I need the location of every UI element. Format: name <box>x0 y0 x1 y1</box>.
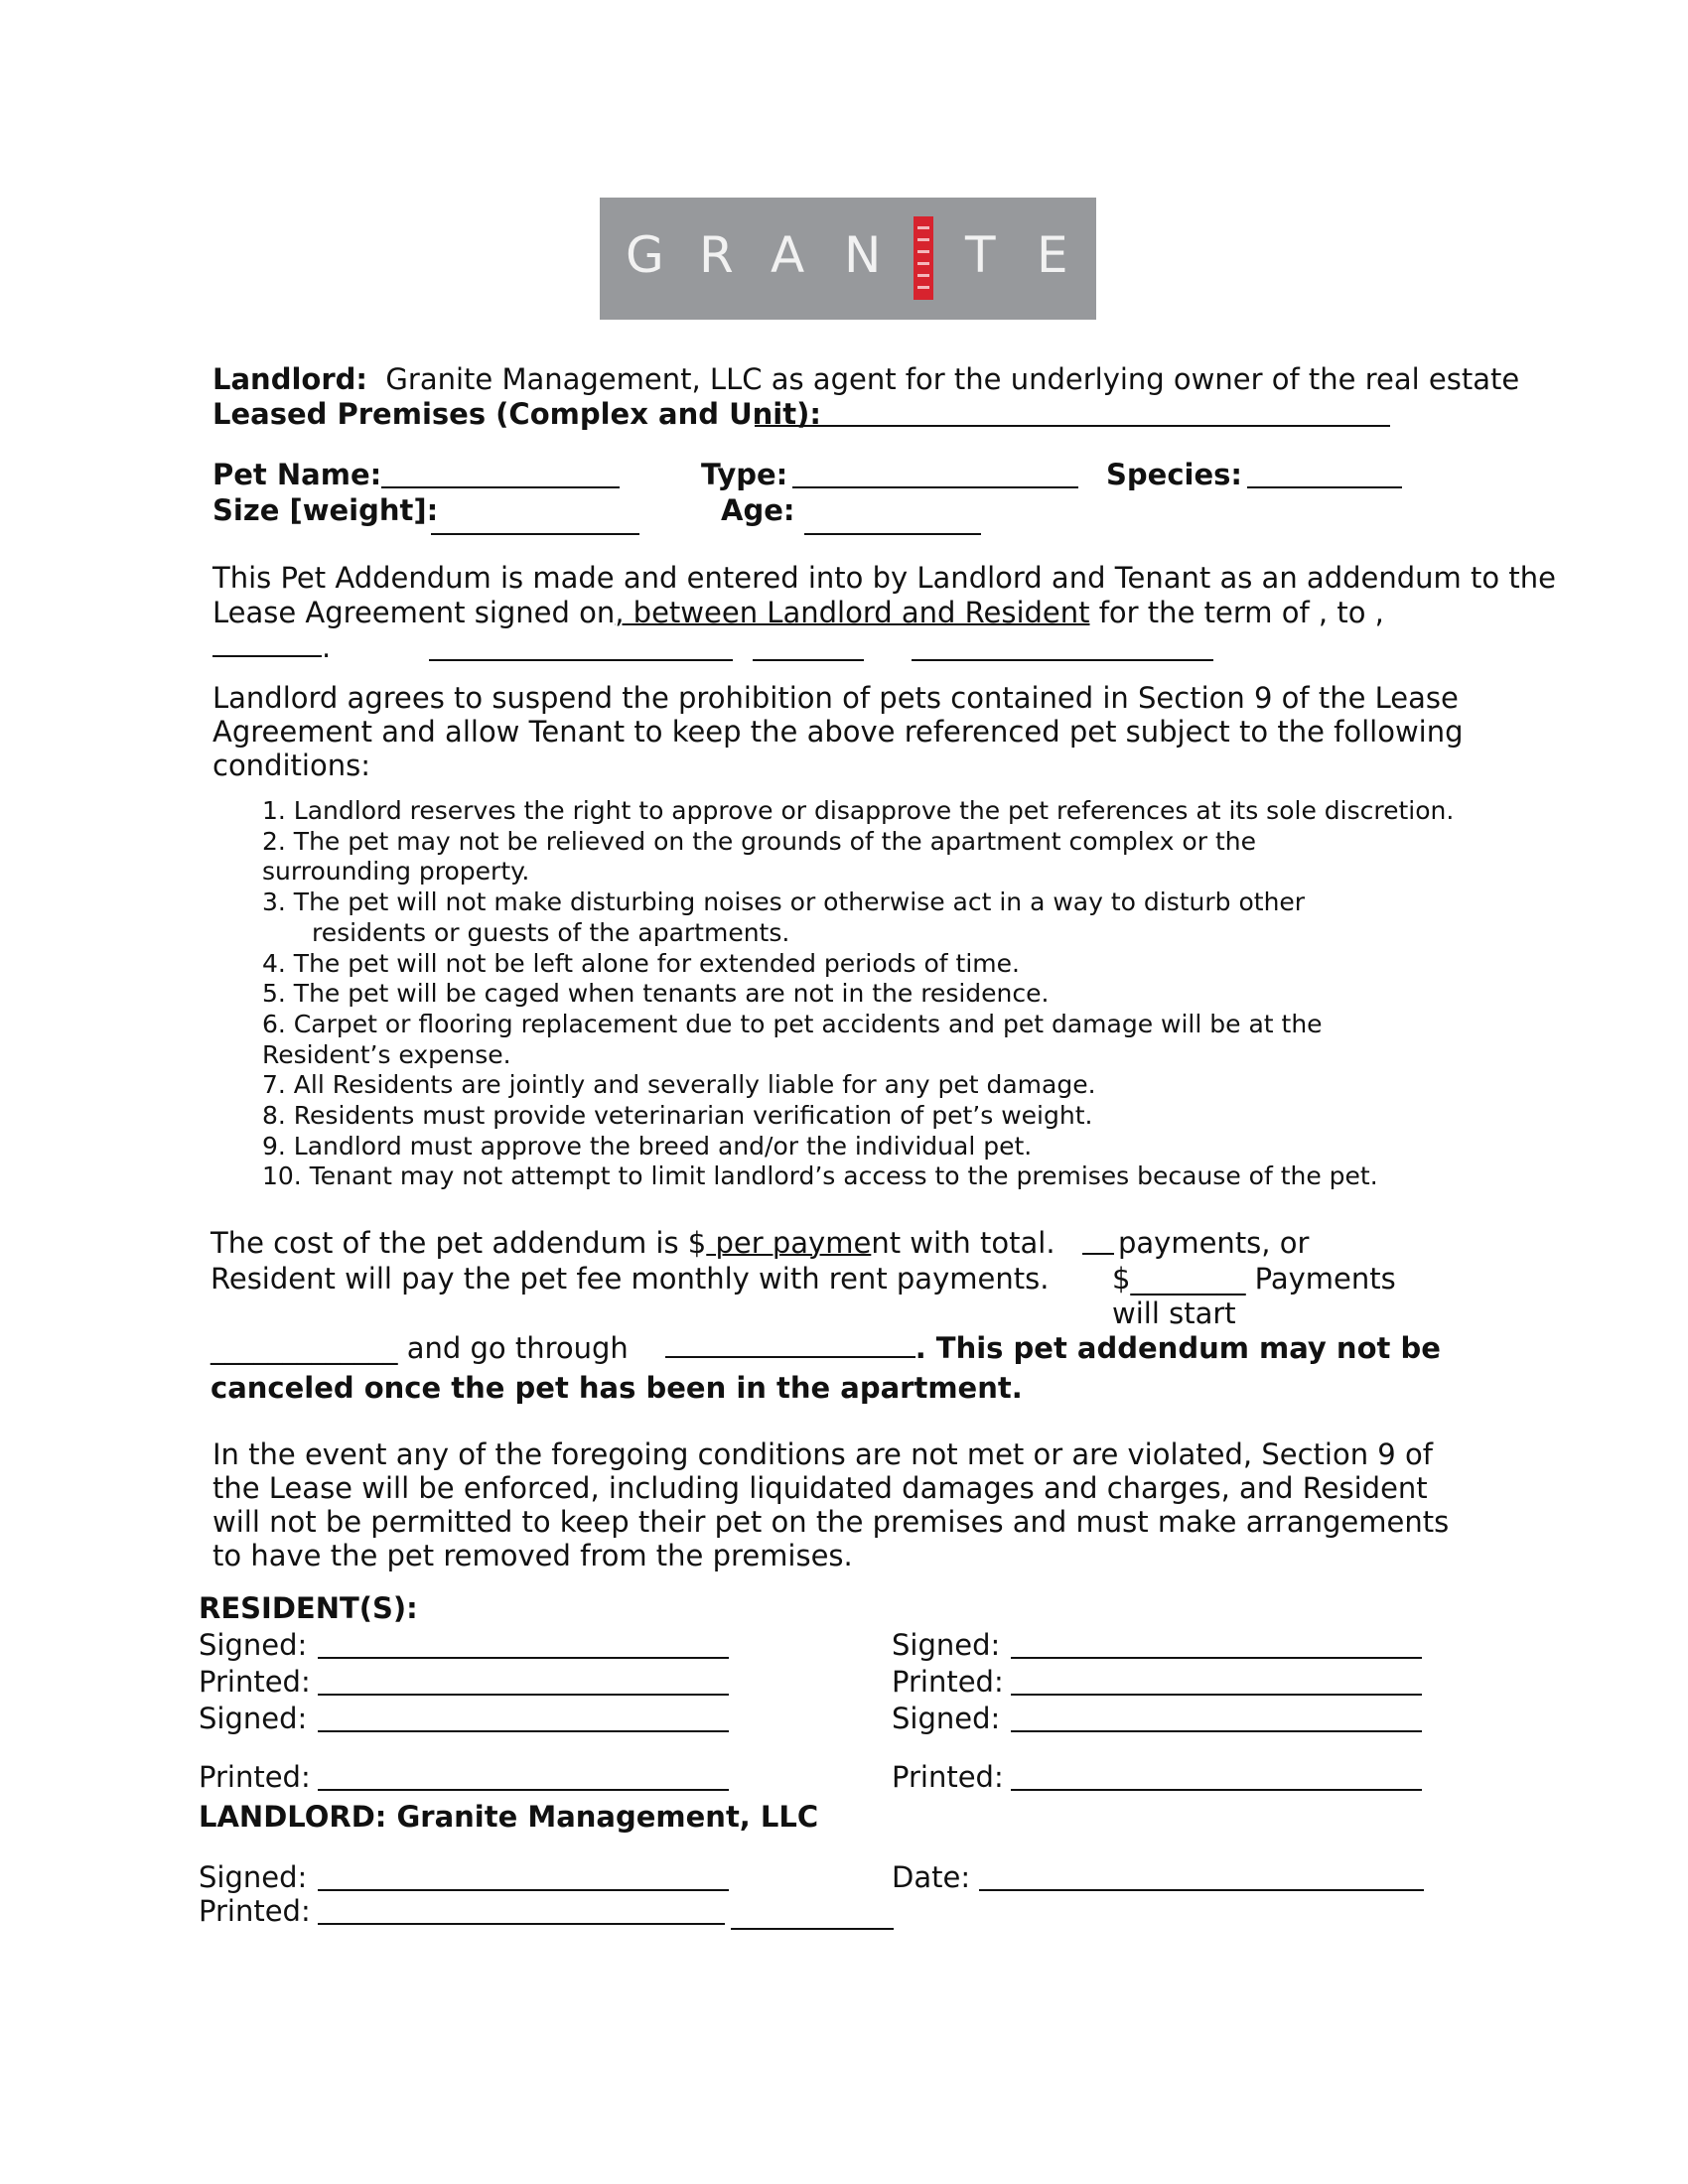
condition-item: 6. Carpet or flooring replacement due to pet accidents and pet damage will be at the <box>262 1009 1323 1038</box>
landlord-signed-label: Signed: <box>199 1860 308 1894</box>
cost-will-start: will start <box>1112 1297 1236 1330</box>
pet-name-label: Pet Name: <box>212 458 382 491</box>
landlord-printed-field[interactable] <box>318 1923 725 1925</box>
cost-payments-amount: $________ Payments <box>1112 1262 1396 1296</box>
condition-item: 10. Tenant may not attempt to limit landlord’s access to the premises because of the pet. <box>262 1161 1378 1191</box>
lease-date-field[interactable] <box>212 631 322 657</box>
resident-signed-label: Signed: <box>199 1628 308 1662</box>
intro-signed-on: Lease Agreement signed on <box>212 596 616 629</box>
condition-item: 3. The pet will not make disturbing noises or otherwise act in a way to disturb other <box>262 887 1306 917</box>
landlord-date-field[interactable] <box>979 1889 1424 1891</box>
logo-tower-icon <box>914 216 933 300</box>
event-paragraph: In the event any of the foregoing conditions are not met or are violated, Section 9 of the Lease will be enforced, including liquidated damages and charges, and Resident will not be permitted to keep their pet on the premises and must make arrangements to have the pet removed from the premises. <box>212 1437 1450 1572</box>
resident-printed-field[interactable] <box>1011 1789 1422 1791</box>
logo-letter-e: E <box>1037 226 1068 284</box>
cost-text: The cost of the pet addendum is $ <box>211 1226 707 1260</box>
logo-letter-n: N <box>844 226 882 284</box>
cost-line-2: Resident will pay the pet fee monthly with rent payments. <box>211 1262 1050 1296</box>
intro-line-3 <box>212 631 331 664</box>
resident-signed-label: Signed: <box>892 1628 1001 1662</box>
intro-line-1: This Pet Addendum is made and entered into by Landlord and Tenant as an addendum to the <box>212 561 1556 595</box>
resident-signed-field[interactable] <box>1011 1730 1422 1732</box>
resident-printed-label: Printed: <box>892 1760 1004 1794</box>
condition-item: 2. The pet may not be relieved on the grounds of the apartment complex or the <box>262 826 1256 856</box>
term-end-field[interactable] <box>912 659 1213 661</box>
resident-signed-field[interactable] <box>318 1657 729 1659</box>
resident-signed-label: Signed: <box>892 1702 1001 1735</box>
landlord-title-field[interactable] <box>731 1928 894 1930</box>
resident-name-field[interactable] <box>429 659 733 661</box>
cost-line-5: canceled once the pet has been in the apartment. <box>211 1371 1023 1405</box>
landlord-label: Landlord: <box>212 362 367 396</box>
term-start-field[interactable] <box>753 659 864 661</box>
resident-printed-label: Printed: <box>199 1665 311 1699</box>
intro-line-2 <box>212 597 1384 629</box>
condition-item: 4. The pet will not be left alone for extended periods of time. <box>262 948 1020 978</box>
condition-item: 1. Landlord reserves the right to approve or disapprove the pet references at its sole discretion. <box>262 796 1455 825</box>
condition-item-continued: residents or guests of the apartments. <box>312 917 790 947</box>
cost-not-canceled: . This pet addendum may not be <box>914 1331 1441 1365</box>
resident-signed-field[interactable] <box>1011 1657 1422 1659</box>
pet-species-field[interactable] <box>1247 486 1402 488</box>
pet-age-field[interactable] <box>804 533 981 535</box>
resident-signed-label: Signed: <box>199 1702 308 1735</box>
resident-printed-field[interactable] <box>318 1789 729 1791</box>
intro-period: . <box>322 630 332 664</box>
pet-age-label: Age: <box>721 493 795 527</box>
intro-term: for the term of , to , <box>1098 596 1384 629</box>
premises-line <box>212 398 821 431</box>
resident-printed-field[interactable] <box>1011 1694 1422 1696</box>
logo-letter-a: A <box>771 226 805 284</box>
landlord-heading: LANDLORD: Granite Management, LLC <box>199 1800 819 1834</box>
cost-line-4 <box>211 1332 1441 1365</box>
suspend-paragraph: Landlord agrees to suspend the prohibition of pets contained in Section 9 of the Lease Agreement and allow Tenant to keep the above referenced pet subject to the following conditions: <box>212 681 1464 782</box>
logo-letter-r: R <box>699 226 734 284</box>
resident-printed-label: Printed: <box>892 1665 1004 1699</box>
resident-printed-label: Printed: <box>199 1760 311 1794</box>
landlord-value: Granite Management, LLC as agent for the underlying owner of the real estate <box>385 362 1520 396</box>
pet-species-label: Species: <box>1106 458 1242 491</box>
pet-size-label: Size [weight]: <box>212 493 439 527</box>
resident-printed-field[interactable] <box>318 1694 729 1696</box>
residents-heading: RESIDENT(S): <box>199 1591 418 1625</box>
pet-type-label: Type: <box>701 458 788 491</box>
cost-payments-or: payments, or <box>1118 1226 1310 1260</box>
condition-item: 7. All Residents are jointly and severally liable for any pet damage. <box>262 1070 1096 1100</box>
intro-between: , between Landlord and Resident <box>615 596 1090 629</box>
cost-go-through: _____________ and go through <box>211 1331 629 1365</box>
premises-field[interactable] <box>755 425 1390 427</box>
condition-item-continued: surrounding property. <box>262 857 530 887</box>
resident-signed-field[interactable] <box>318 1730 729 1732</box>
cost-total: nt with total. <box>871 1226 1055 1260</box>
logo-letter-g: G <box>626 226 664 284</box>
landlord-date-label: Date: <box>892 1860 971 1894</box>
pet-name-field[interactable] <box>381 486 620 488</box>
landlord-printed-label: Printed: <box>199 1894 311 1928</box>
cost-per-payment: per payme <box>706 1226 872 1260</box>
condition-item: 9. Landlord must approve the breed and/or the individual pet. <box>262 1131 1033 1160</box>
condition-item-continued: Resident’s expense. <box>262 1039 511 1069</box>
pet-size-field[interactable] <box>431 533 639 535</box>
premises-label: Leased Premises (Complex and Unit): <box>212 397 821 431</box>
condition-item: 5. The pet will be caged when tenants are not in the residence. <box>262 979 1050 1009</box>
payments-count-field[interactable] <box>1082 1253 1114 1255</box>
granite-logo <box>600 198 1096 320</box>
landlord-signed-field[interactable] <box>318 1889 729 1891</box>
landlord-line <box>212 363 1519 396</box>
condition-item: 8. Residents must provide veterinarian verification of pet’s weight. <box>262 1101 1093 1131</box>
logo-letter-t: T <box>965 226 996 284</box>
conditions-list <box>262 796 1493 1192</box>
pet-type-field[interactable] <box>792 486 1078 488</box>
cost-line-1 <box>211 1227 1055 1260</box>
cost-end-field[interactable] <box>665 1332 915 1358</box>
